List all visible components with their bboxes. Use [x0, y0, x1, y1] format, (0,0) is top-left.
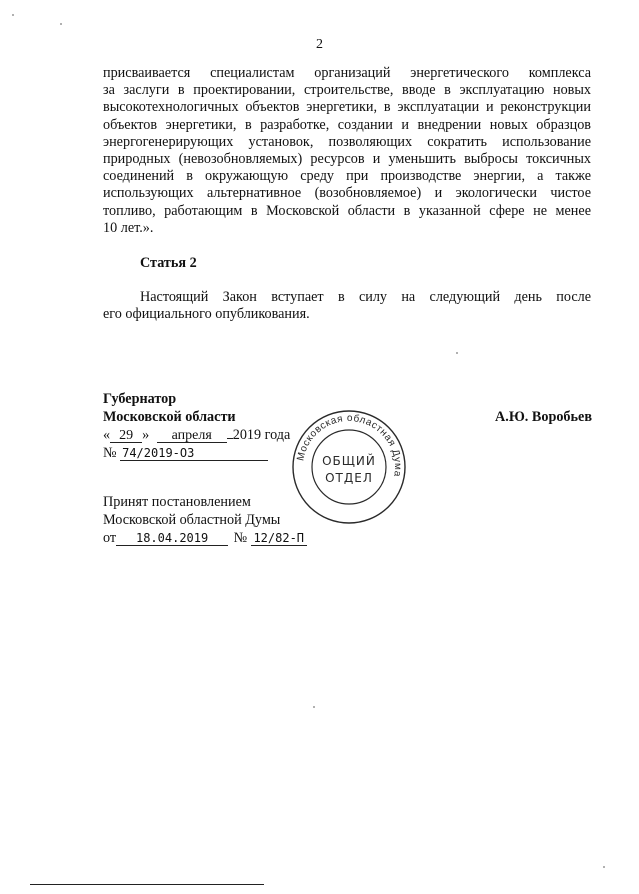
article-text	[103, 289, 591, 323]
stamp-center-line: ОТДЕЛ	[325, 471, 373, 485]
law-year: 2019 года	[232, 427, 291, 443]
scan-speck	[456, 352, 458, 354]
paragraph-line: объектов энергетики, в разработке, создании и внедрении новых образцов	[103, 116, 591, 133]
law-month: апреля	[157, 429, 227, 443]
scan-speck	[313, 706, 315, 708]
adoption-date-row	[103, 529, 307, 547]
scan-speck	[603, 866, 605, 868]
stamp-center-line: ОБЩИЙ	[322, 454, 376, 468]
paragraph-line: высокотехнологичных объектов энергетики, в эксплуатации и реконструкции	[103, 99, 591, 116]
law-number: 74/2019-ОЗ	[120, 447, 268, 461]
law-day: 29	[110, 429, 142, 443]
law-number-row	[103, 445, 268, 462]
paragraph-line: использующих альтернативное (возобновляемое) и экологически чистое	[103, 185, 591, 202]
footer-rule	[30, 884, 264, 885]
paragraph-line: за заслуги в проектировании, строительстве, вводе в эксплуатацию новых	[103, 82, 591, 99]
page-number: 2	[316, 37, 323, 52]
paragraph-line: энергогенерирующих установок, позволяющих сократить использование	[103, 133, 591, 150]
scan-speck	[60, 23, 62, 25]
adoption-date: 18.04.2019	[116, 532, 228, 546]
stamp-ring-text: Московская областная Дума	[295, 412, 404, 478]
body-paragraph	[103, 65, 591, 237]
governor-title	[103, 391, 236, 426]
paragraph-line: природных (невозобновляемых) ресурсов и уменьшить выбросы токсичных	[103, 151, 591, 168]
adoption-number: 12/82-П	[251, 532, 307, 546]
adoption-line: Московской областной Думы	[103, 512, 281, 528]
signatory-name: А.Ю. Воробьев	[495, 409, 592, 425]
date-quote-open: «	[103, 427, 111, 443]
article-line: Настоящий Закон вступает в силу на следующий день после	[140, 289, 591, 305]
scan-speck	[12, 14, 14, 16]
date-quote-close: »	[142, 427, 150, 443]
law-number-prefix: №	[103, 445, 117, 461]
governor-title-line: Губернатор	[103, 391, 177, 407]
article-line: его официального опубликования.	[103, 306, 310, 323]
paragraph-line: топливо, работающим в Московской области в указанной сфере не менее	[103, 202, 591, 219]
governor-title-line: Московской области	[103, 408, 236, 425]
adoption-number-prefix: №	[233, 530, 248, 546]
adoption-line: Принят постановлением	[103, 494, 251, 510]
adoption-from-prefix: от	[103, 530, 117, 546]
office-stamp	[290, 408, 408, 526]
article-heading: Статья 2	[140, 255, 197, 271]
paragraph-line: соединений в окружающую среду при производстве энергии, а также	[103, 168, 591, 185]
paragraph-line: присваивается специалистам организаций энергетического комплекса	[103, 65, 591, 81]
law-date-row	[103, 427, 290, 444]
adoption-block	[103, 493, 307, 547]
paragraph-line: 10 лет.».	[103, 219, 154, 236]
